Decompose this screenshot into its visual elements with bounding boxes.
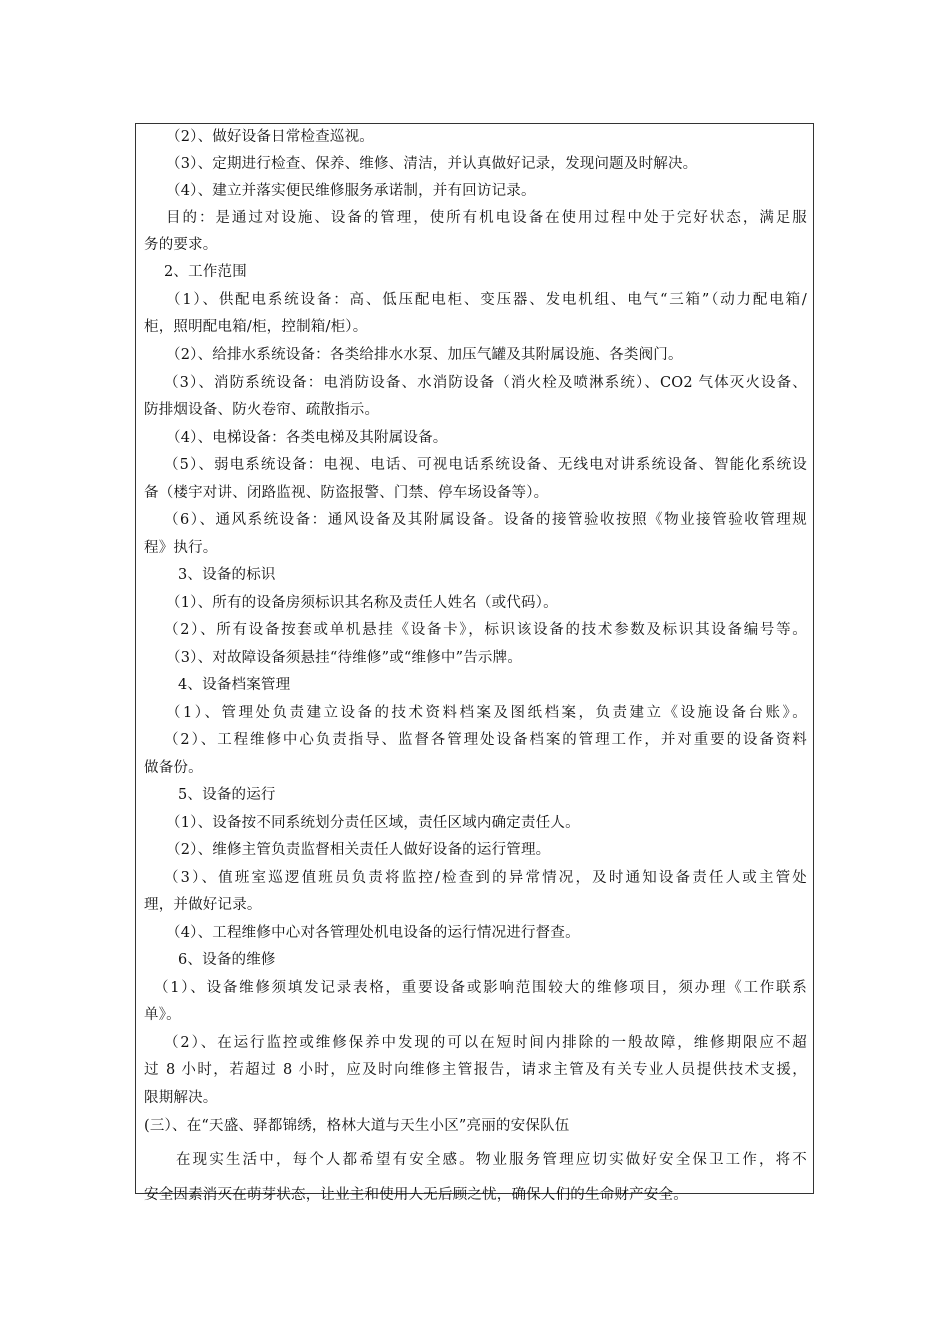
- text-line: （2）、做好设备日常检查巡视。: [166, 129, 374, 145]
- text-line: 限期解决。: [144, 1090, 218, 1106]
- text-line: 程》执行。: [144, 540, 218, 556]
- text-line: 务的要求。: [144, 237, 218, 253]
- section-heading: 3、设备的标识: [178, 567, 276, 583]
- section-heading: (三）、在“天盛、驿都锦绣，格林大道与天生小区”亮丽的安保队伍: [144, 1118, 570, 1134]
- text-line: （5）、弱电系统设备：电视、电话、可视电话系统设备、无线电对讲系统设备、智能化系统设: [164, 457, 807, 473]
- text-line: 目的：是通过对设施、设备的管理，使所有机电设备在使用过程中处于完好状态，满足服: [166, 210, 807, 226]
- text-line: （4）、电梯设备：各类电梯及其附属设备。: [166, 430, 448, 446]
- text-line: 柜，照明配电箱/柜，控制箱/柜）。: [144, 319, 368, 335]
- text-line: 单》。: [144, 1007, 181, 1023]
- text-line: （3）、值班室巡逻值班员负责将监控/检查到的异常情况，及时通知设备责任人或主管处: [164, 870, 807, 886]
- text-line: 在现实生活中，每个人都希望有安全感。物业服务管理应切实做好安全保卫工作，将不: [176, 1152, 807, 1168]
- section-heading: 2、工作范围: [164, 264, 247, 280]
- text-line: （3）、对故障设备须悬挂“待维修”或“维修中”告示牌。: [166, 650, 523, 666]
- text-line: （3）、消防系统设备：电消防设备、水消防设备（消火栓及喷淋系统）、CO2 气体灭火设备、: [164, 375, 807, 391]
- text-line: （2）、给排水系统设备：各类给排水水泵、加压气罐及其附属设施、各类阀门。: [166, 347, 683, 363]
- text-line: 理，并做好记录。: [144, 897, 262, 913]
- text-line: （1）、供配电系统设备：高、低压配电柜、变压器、发电机组、电气“三箱”（动力配电箱/: [166, 292, 807, 308]
- text-line: （4）、建立并落实便民维修服务承诺制，并有回访记录。: [166, 183, 536, 199]
- text-line: （2）、工程维修中心负责指导、监督各管理处设备档案的管理工作，并对重要的设备资料: [164, 732, 807, 748]
- section-heading: 6、设备的维修: [178, 952, 276, 968]
- text-line: （4）、工程维修中心对各管理处机电设备的运行情况进行督查。: [166, 925, 580, 941]
- text-line: 备（楼宇对讲、闭路监视、防盗报警、门禁、停车场设备等）。: [144, 485, 549, 501]
- text-line: （1）、设备维修须填发记录表格，重要设备或影响范围较大的维修项目，须办理《工作联系: [154, 980, 807, 996]
- text-line: （2）、维修主管负责监督相关责任人做好设备的运行管理。: [166, 842, 551, 858]
- text-line: 安全因素消灭在萌芽状态，让业主和使用人无后顾之忧，确保人们的生命财产安全。: [144, 1187, 688, 1203]
- text-line: （1）、设备按不同系统划分责任区域，责任区域内确定责任人。: [166, 815, 580, 831]
- section-heading: 5、设备的运行: [178, 787, 276, 803]
- section-heading: 4、设备档案管理: [178, 677, 291, 693]
- text-line: （2）、所有设备按套或单机悬挂《设备卡》，标识该设备的技术参数及标识其设备编号等。: [164, 622, 807, 638]
- text-line: 做备份。: [144, 760, 203, 776]
- text-line: （6）、通风系统设备：通风设备及其附属设备。设备的接管验收按照《物业接管验收管理规: [164, 512, 807, 528]
- text-line: （1）、管理处负责建立设备的技术资料档案及图纸档案，负责建立《设施设备台账》。: [166, 705, 807, 721]
- text-line: （3）、定期进行检查、保养、维修、清洁，并认真做好记录，发现问题及时解决。: [166, 156, 698, 172]
- text-line: 过 8 小时，若超过 8 小时，应及时向维修主管报告，请求主管及有关专业人员提供技术支援，: [144, 1062, 807, 1078]
- document-table-cell: [135, 123, 814, 1203]
- text-line: （2）、在运行监控或维修保养中发现的可以在短时间内排除的一般故障，维修期限应不超: [164, 1035, 807, 1051]
- text-line: （1）、所有的设备房须标识其名称及责任人姓名（或代码）。: [166, 595, 558, 611]
- text-line: 防排烟设备、防火卷帘、疏散指示。: [144, 402, 380, 418]
